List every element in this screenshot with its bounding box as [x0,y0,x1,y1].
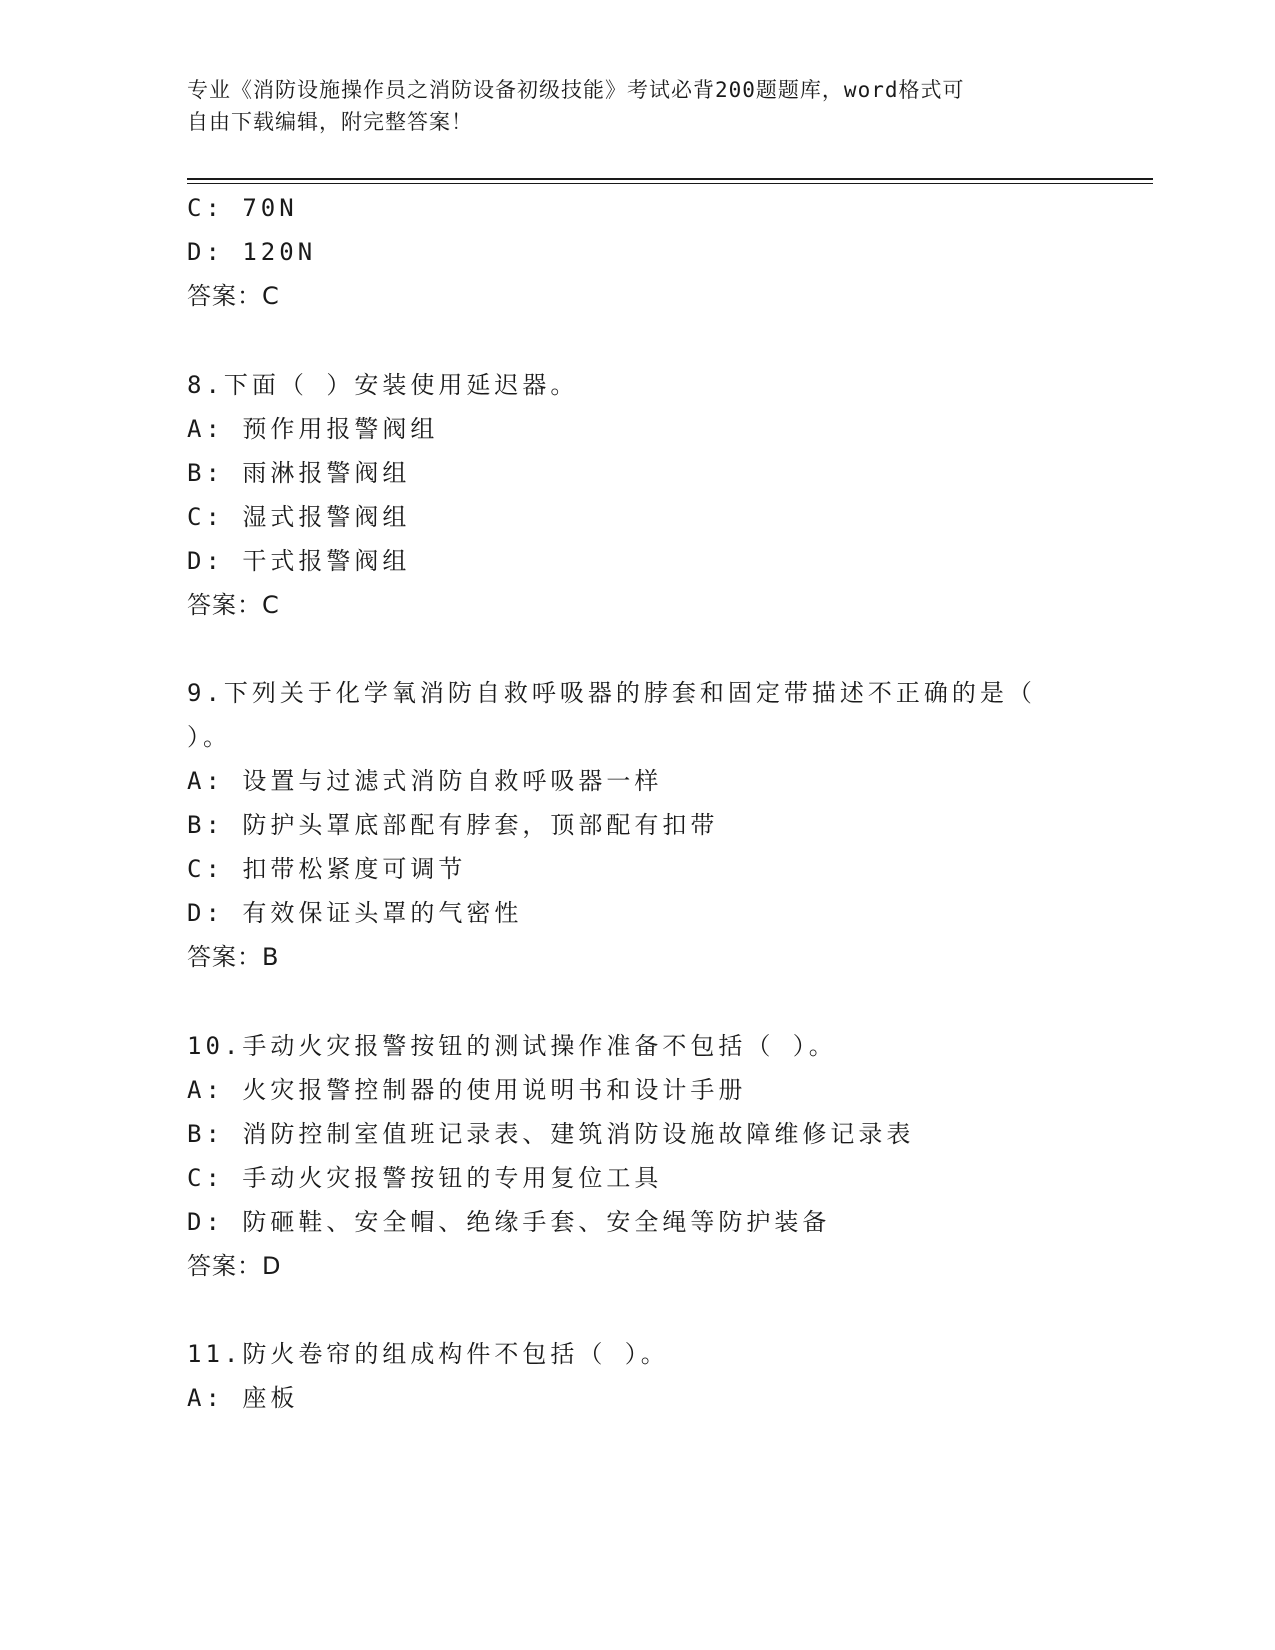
q10-option-a: A: 火灾报警控制器的使用说明书和设计手册 [187,1076,747,1104]
q8-answer: 答案：C [187,591,280,619]
header-rule-thick [187,178,1153,180]
header-rule-thin [187,183,1153,184]
q7-answer: 答案：C [187,282,280,310]
q9-stem-line-2: ）。 [187,723,231,751]
q7-option-c: C: 70N [187,194,298,222]
q10-option-d: D: 防砸鞋、安全帽、绝缘手套、安全绳等防护装备 [187,1208,831,1236]
document-header [187,74,1067,138]
q10-option-c: C: 手动火灾报警按钮的专用复位工具 [187,1164,663,1192]
q11-option-a: A: 座板 [187,1384,299,1412]
q8-option-d: D: 干式报警阀组 [187,547,411,575]
q9-option-c: C: 扣带松紧度可调节 [187,855,467,883]
q10-stem: 10.手动火灾报警按钮的测试操作准备不包括（ ）。 [187,1032,837,1060]
q9-answer: 答案：B [187,943,280,971]
q9-option-a: A: 设置与过滤式消防自救呼吸器一样 [187,767,663,795]
header-line-2: 自由下载编辑，附完整答案！ [187,110,473,134]
q8-option-c: C: 湿式报警阀组 [187,503,411,531]
q8-option-a: A: 预作用报警阀组 [187,415,439,443]
q9-option-b: B: 防护头罩底部配有脖套，顶部配有扣带 [187,811,719,839]
q8-stem: 8.下面（ ）安装使用延迟器。 [187,371,579,399]
q7-option-d: D: 120N [187,238,317,266]
header-line-1: 专业《消防设施操作员之消防设备初级技能》考试必背200题题库，word格式可 [187,78,965,102]
q9-option-d: D: 有效保证头罩的气密性 [187,899,523,927]
q9-stem-line-1: 9.下列关于化学氧消防自救呼吸器的脖套和固定带描述不正确的是（ [187,679,1036,707]
q10-answer: 答案：D [187,1252,282,1280]
q8-option-b: B: 雨淋报警阀组 [187,459,411,487]
q10-option-b: B: 消防控制室值班记录表、建筑消防设施故障维修记录表 [187,1120,915,1148]
q11-stem: 11.防火卷帘的组成构件不包括（ ）。 [187,1340,669,1368]
